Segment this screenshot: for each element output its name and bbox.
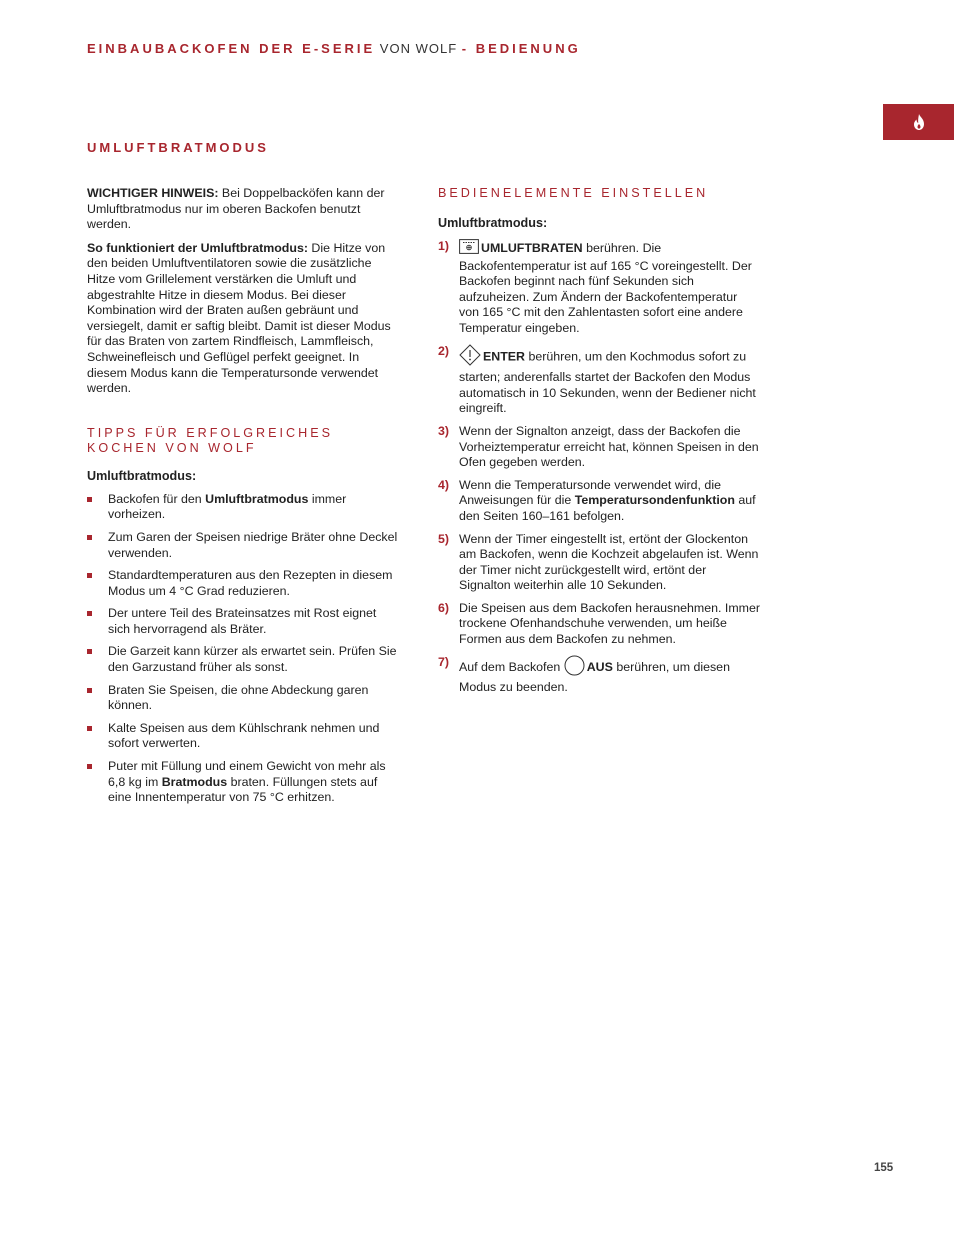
step-item	[438, 424, 760, 471]
tip-item	[87, 683, 399, 714]
tip-text: Braten Sie Speisen, die ohne Abdeckung garen können.	[108, 682, 369, 713]
step-number: 1)	[438, 239, 450, 253]
how-it-works	[87, 241, 399, 397]
step-text: berühren. Die Backofentemperatur ist auf 165 °C voreingestellt. Der Backofen beginnt nach fünf Sekunden sich aufzuheizen. Zum Ändern der Backofentemperatur von 165 °C mit den Zahlentasten sofort eine andere Temperatur eingeben.	[459, 241, 752, 335]
step-text: Die Speisen aus dem Backofen herausnehmen. Immer trockene Ofenhandschuhe verwenden, um heiße Formen aus dem Backofen zu nehmen.	[459, 600, 760, 647]
bullet-square-icon	[87, 726, 92, 731]
tips-list	[87, 492, 399, 806]
header-title: EINBAUBACKOFEN DER E-SERIE	[87, 41, 376, 56]
step-bold: UMLUFTBRATEN	[481, 241, 583, 256]
step-text: Auf dem Backofen	[459, 659, 564, 674]
tip-item	[87, 759, 399, 806]
section-title: UMLUFTBRATMODUS	[87, 140, 269, 155]
right-column	[438, 186, 760, 703]
bullet-square-icon	[87, 649, 92, 654]
tip-item	[87, 721, 399, 752]
left-column	[87, 186, 399, 813]
tip-text: braten. Füllungen stets auf eine Innentemperatur von 75 °C erhitzen.	[108, 774, 378, 805]
note-label: WICHTIGER HINWEIS:	[87, 186, 219, 200]
step-text: Wenn die Temperatursonde verwendet wird, die Anweisungen für die	[459, 477, 721, 508]
step-item	[438, 601, 760, 648]
step-item	[438, 655, 760, 696]
step-number: 2)	[438, 343, 450, 358]
tip-item	[87, 606, 399, 637]
controls-heading: BEDIENELEMENTE EINSTELLEN	[438, 186, 709, 200]
tip-item	[87, 492, 399, 523]
step-bold: AUS	[586, 659, 613, 674]
tip-item	[87, 568, 399, 599]
how-text: Die Hitze von den beiden Umluftventilatoren sowie die zusätzliche Hitze vom Grillelement verstärken die Umluft und abgestrahlte Hitze in diesem Modus. Bei dieser Kombination wird der Braten außen gebräunt und versiegelt, damit er saftig bleibt. Damit ist dieser Modus für das Braten von zartem Rindfleisch, Lammfleisch, Schweinefleisch und Geflügel perfekt geeignet. In diesem Modus kann die Temperatursonde verwendet werden.	[87, 240, 391, 396]
step-item	[438, 239, 760, 337]
header-section: - BEDIENUNG	[461, 41, 581, 56]
tips-label: Umluftbratmodus:	[87, 468, 197, 483]
bullet-square-icon	[87, 497, 92, 502]
tip-text: Der untere Teil des Brateinsatzes mit Rost eignet sich hervorragend als Bräter.	[108, 606, 377, 636]
steps-list	[438, 239, 760, 696]
tip-bold: Umluftbratmodus	[205, 491, 309, 506]
bullet-square-icon	[87, 688, 92, 693]
bullet-square-icon	[87, 611, 92, 616]
bullet-square-icon	[87, 535, 92, 540]
bullet-square-icon	[87, 573, 92, 578]
step-item	[438, 532, 760, 594]
step-bold: ENTER	[483, 349, 525, 364]
tip-text: immer vorheizen.	[108, 491, 347, 522]
controls-label: Umluftbratmodus:	[438, 216, 548, 230]
step-number: 7)	[438, 654, 450, 669]
tip-text: Die Garzeit kann kürzer als erwartet sein. Prüfen Sie den Garzustand früher als sonst.	[108, 644, 397, 675]
header-brand: VON WOLF	[375, 41, 462, 56]
step-bold: Temperatursondenfunktion	[574, 493, 735, 508]
tip-bold: Bratmodus	[161, 774, 228, 789]
chapter-tab	[883, 104, 954, 140]
tips-heading: TIPPS FÜR ERFOLGREICHES KOCHEN VON WOLF	[87, 425, 334, 455]
page-number: 155	[874, 1162, 894, 1174]
step-text: berühren, um diesen Modus zu beenden.	[459, 659, 730, 695]
note-text: Bei Doppelbacköfen kann der Umluftbratmodus nur im oberen Backofen benutzt werden.	[87, 186, 385, 232]
bullet-square-icon	[87, 764, 92, 769]
flame-icon	[912, 114, 926, 130]
tip-text: Standardtemperaturen aus den Rezepten in diesem Modus um 4 °C Grad reduzieren.	[108, 568, 393, 598]
step-number: 3)	[438, 423, 450, 438]
enter-icon	[459, 344, 481, 371]
step-item	[438, 344, 760, 417]
tip-text: Kalte Speisen aus dem Kühlschrank nehmen und sofort verwerten.	[108, 720, 380, 751]
tip-item	[87, 644, 399, 675]
tip-text: Backofen für den	[108, 491, 206, 506]
step-number: 6)	[438, 600, 450, 615]
step-text: berühren, um den Kochmodus sofort zu starten; anderenfalls startet der Backofen den Modus automatisch in 10 Sekunden, wenn der Bediener nicht eingreift.	[459, 349, 756, 416]
step-text: Wenn der Signalton anzeigt, dass der Backofen die Vorheiztemperatur erreicht hat, können Speisen in den Ofen gegeben werden.	[459, 423, 759, 470]
tip-text: Zum Garen der Speisen niedrige Bräter ohne Deckel verwenden.	[108, 529, 398, 560]
tip-text: Puter mit Füllung und einem Gewicht von mehr als 6,8 kg im	[108, 759, 386, 789]
step-number: 4)	[438, 477, 450, 492]
important-note	[87, 186, 399, 233]
step-number: 5)	[438, 531, 450, 546]
tip-item	[87, 530, 399, 561]
step-text: Wenn der Timer eingestellt ist, ertönt der Glockenton am Backofen, wenn die Kochzeit abgelaufen ist. Wenn der Timer nicht zurückgestellt wird, ertönt der Signalton weiterhin alle 10 Sekunden.	[459, 531, 759, 593]
how-label: So funktioniert der Umluftbratmodus:	[87, 240, 308, 255]
step-text: auf den Seiten 160–161 befolgen.	[459, 493, 756, 523]
step-item	[438, 478, 760, 525]
off-icon	[564, 655, 585, 681]
convection-roast-icon	[459, 239, 479, 259]
page-header	[87, 41, 581, 56]
